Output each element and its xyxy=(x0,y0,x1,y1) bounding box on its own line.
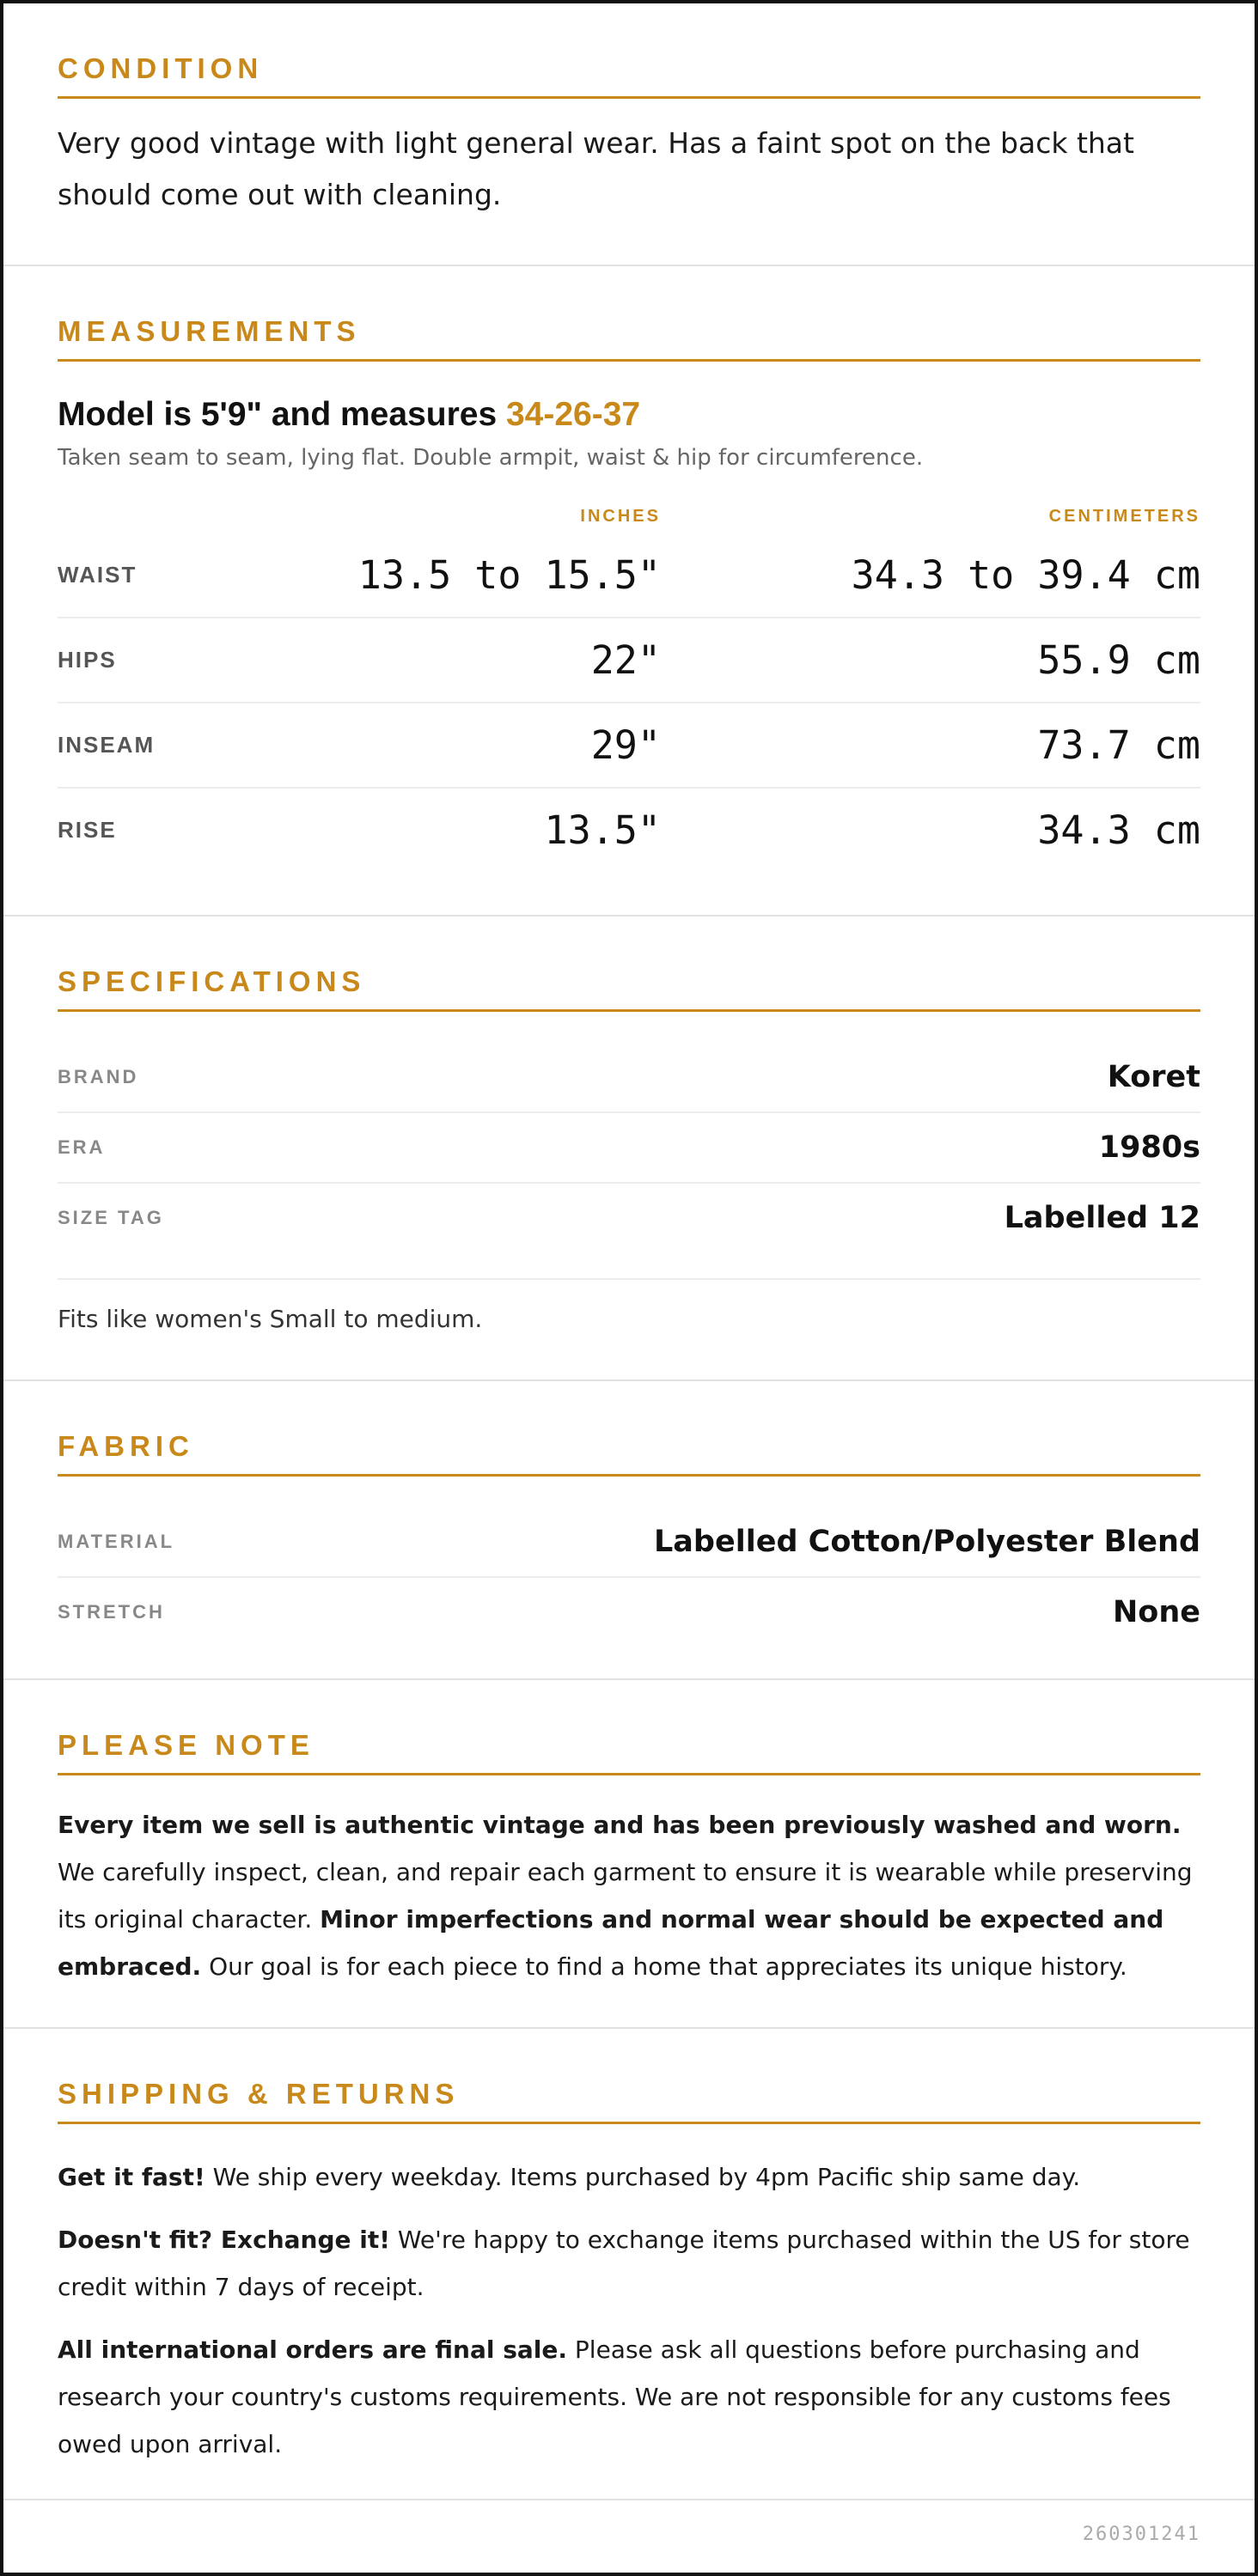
specifications-list xyxy=(58,1043,1200,1252)
exchange-paragraph xyxy=(58,2216,1200,2311)
please-note-heading: PLEASE NOTE xyxy=(58,1680,1200,1775)
row-cm: 34.3 cm xyxy=(1037,807,1200,853)
condition-heading: CONDITION xyxy=(58,3,1200,99)
table-row xyxy=(58,533,1200,618)
row-inches: 13.5 to 15.5" xyxy=(357,552,661,598)
fabric-section xyxy=(3,1381,1255,1680)
fabric-row-stretch xyxy=(58,1578,1200,1647)
shipping-returns-section xyxy=(3,2029,1255,2500)
row-label: RISE xyxy=(58,817,117,843)
row-label: HIPS xyxy=(58,647,117,673)
row-cm: 73.7 cm xyxy=(1037,722,1200,768)
spec-row-size-tag xyxy=(58,1184,1200,1252)
spec-value: 1980s xyxy=(1098,1130,1200,1165)
spec-value: Koret xyxy=(1107,1060,1200,1094)
shipping-heading: SHIPPING & RETURNS xyxy=(58,2029,1200,2124)
fabric-label: STRETCH xyxy=(58,1601,165,1623)
condition-text: Very good vintage with light general wear. Has a faint spot on the back that should come out with cleaning. xyxy=(58,126,1134,211)
shipping-fast-text: We ship every weekday. Items purchased by 4pm Pacific ship same day. xyxy=(205,2163,1081,2191)
spec-label: BRAND xyxy=(58,1066,139,1087)
table-row xyxy=(58,618,1200,703)
note-bold-2: Minor imperfections and normal wear should be expected and embraced. xyxy=(58,1905,1164,1981)
international-bold: All international orders are final sale. xyxy=(58,2335,568,2364)
condition-section xyxy=(3,3,1255,266)
model-measurements xyxy=(58,394,1200,435)
product-code: 260301241 xyxy=(1082,2524,1200,2545)
row-inches: 13.5" xyxy=(544,807,661,853)
model-prefix: Model is 5'9" and measures xyxy=(58,396,506,433)
shipping-fast-paragraph xyxy=(58,2153,1200,2201)
row-inches: 22" xyxy=(590,637,661,683)
international-paragraph xyxy=(58,2326,1200,2468)
fabric-value: Labelled Cotton/Polyester Blend xyxy=(654,1525,1200,1559)
specifications-section xyxy=(3,917,1255,1381)
please-note-text xyxy=(58,1801,1200,1990)
spec-row-era xyxy=(58,1113,1200,1184)
fabric-row-material xyxy=(58,1507,1200,1578)
international-text: Please ask all questions before purchasing and research your country's customs requirements. We are not responsible for any customs fees owed upon arrival. xyxy=(58,2335,1171,2458)
note-text-1: We carefully inspect, clean, and repair each garment to ensure it is wearable while preserving its original character. xyxy=(58,1858,1193,1934)
table-row xyxy=(58,703,1200,789)
measurement-method-note: Taken seam to seam, lying flat. Double armpit, waist & hip for circumference. xyxy=(58,445,924,471)
measurements-table xyxy=(58,499,1200,872)
spec-label: ERA xyxy=(58,1136,106,1158)
note-text-2: Our goal is for each piece to find a home that appreciates its unique history. xyxy=(201,1952,1127,1981)
specifications-heading: SPECIFICATIONS xyxy=(58,917,1200,1012)
measurements-table-header xyxy=(58,499,1200,533)
measurements-heading: MEASUREMENTS xyxy=(58,266,1200,362)
header-centimeters: CENTIMETERS xyxy=(1048,506,1200,526)
row-label: WAIST xyxy=(58,562,137,588)
fabric-value: None xyxy=(1113,1595,1200,1629)
row-cm: 34.3 to 39.4 cm xyxy=(851,552,1200,598)
shipping-fast-bold: Get it fast! xyxy=(58,2163,205,2191)
please-note-section xyxy=(3,1680,1255,2029)
row-inches: 29" xyxy=(590,722,661,768)
fabric-heading: FABRIC xyxy=(58,1381,1200,1477)
header-inches: INCHES xyxy=(580,506,661,526)
fabric-list xyxy=(58,1507,1200,1647)
fit-note: Fits like women's Small to medium. xyxy=(58,1278,1200,1340)
table-row xyxy=(58,789,1200,872)
model-measure-value: 34-26-37 xyxy=(505,396,641,433)
spec-label: SIZE TAG xyxy=(58,1207,164,1228)
measurements-section xyxy=(3,266,1255,917)
fabric-label: MATERIAL xyxy=(58,1531,175,1552)
spec-row-brand xyxy=(58,1043,1200,1113)
row-label: INSEAM xyxy=(58,732,156,758)
row-cm: 55.9 cm xyxy=(1037,637,1200,683)
exchange-bold: Doesn't fit? Exchange it! xyxy=(58,2226,390,2254)
spec-value: Labelled 12 xyxy=(1004,1201,1200,1235)
exchange-text: We're happy to exchange items purchased within the US for store credit within 7 days of receipt. xyxy=(58,2226,1190,2301)
note-bold-1: Every item we sell is authentic vintage and has been previously washed and worn. xyxy=(58,1811,1182,1839)
